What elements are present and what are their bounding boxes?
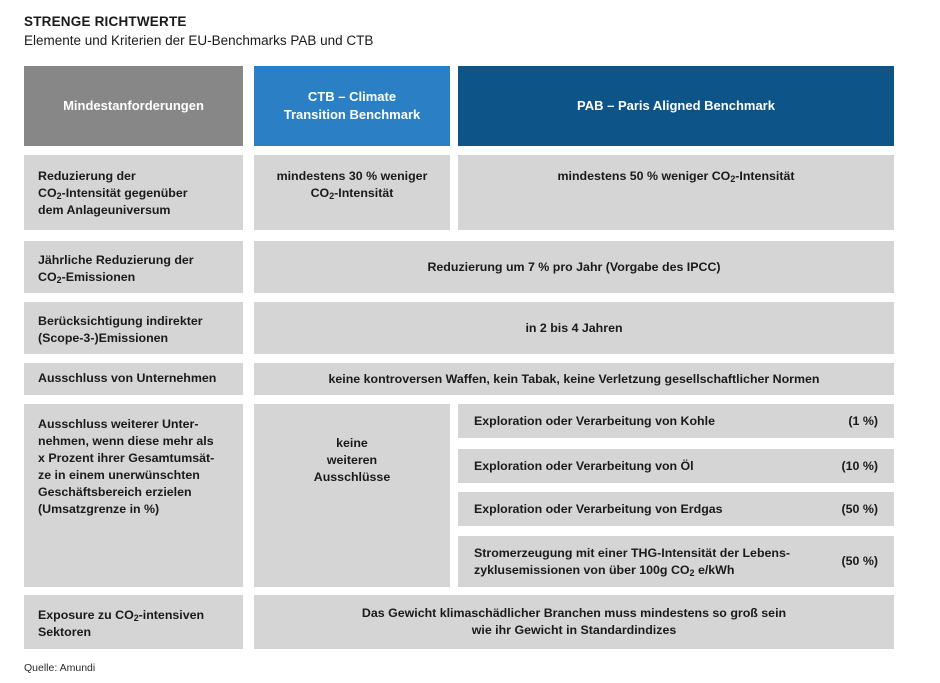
row1-pab-cell <box>458 155 894 230</box>
row1-criterion-cell <box>24 155 243 230</box>
row6-span-line1: Das Gewicht klimaschädlicher Branchen muss mindestens so groß sein <box>361 606 787 620</box>
row2-criterion-cell <box>24 241 243 293</box>
pab-exclusion-label-sub: 2 <box>689 567 695 578</box>
pab-exclusion-label: Exploration oder Verarbeitung von Erdgas <box>474 501 723 516</box>
header-label-pab: PAB – Paris Aligned Benchmark <box>577 98 775 113</box>
row1-criterion-line2b: -Intensität gegenüber <box>61 186 188 200</box>
row6-span-line2: wie ihr Gewicht in Standardindizes <box>471 623 677 637</box>
row3-criterion-text <box>38 313 203 347</box>
pab-exclusion-label: Exploration oder Verarbeitung von Kohle <box>474 413 715 428</box>
row1-criterion-text <box>38 168 188 219</box>
table-row <box>24 241 894 294</box>
row1-ctb-sub: 2 <box>329 191 335 202</box>
row6-criterion-text <box>38 607 204 641</box>
row4-criterion-text: Ausschluss von Unternehmen <box>38 370 217 385</box>
header-cell-ctb <box>254 66 450 146</box>
row1-ctb-line2b: -Intensität <box>334 186 394 200</box>
row5-ctb-text <box>314 435 390 486</box>
header-label-ctb-line1: CTB – Climate <box>307 89 397 104</box>
header-cell-criteria <box>24 66 243 146</box>
page-subtitle: Elemente und Kriterien der EU-Benchmarks PAB und CTB <box>24 33 374 48</box>
pab-exclusion-label: Exploration oder Verarbeitung von Öl <box>474 458 694 473</box>
table-row <box>24 363 894 396</box>
row2-span-text: Reduzierung um 7 % pro Jahr (Vorgabe des IPCC) <box>427 259 721 274</box>
header-label-ctb-line2: Transition Benchmark <box>283 107 421 122</box>
row2-criterion-text <box>38 252 194 286</box>
row6-criterion-line2: Sektoren <box>38 625 92 639</box>
table-header-row <box>24 66 894 146</box>
row1-criterion-line2a: CO <box>38 186 57 200</box>
row1-criterion-line1: Reduzierung der <box>38 169 136 183</box>
row5-criterion-line1: Ausschluss weiterer Unter- <box>38 417 199 431</box>
row4-criterion-cell <box>24 363 243 395</box>
row2-criterion-line1: Jährliche Reduzierung der <box>38 253 194 267</box>
table-row <box>24 302 894 355</box>
pab-exclusion-label-line2b: e/kWh <box>694 562 735 577</box>
row6-span-cell <box>254 595 894 649</box>
row2-span-cell <box>254 241 894 293</box>
row2-criterion-line2a: CO <box>38 270 57 284</box>
title-block <box>24 13 724 50</box>
row1-criterion-line3: dem Anlageuniversum <box>38 203 171 217</box>
row1-ctb-cell <box>254 155 450 230</box>
row5-ctb-cell <box>254 404 450 587</box>
pab-exclusion-item <box>458 492 894 526</box>
pab-exclusion-percent: (10 %) <box>841 458 878 473</box>
row5-ctb-line1: keine <box>336 436 368 450</box>
row3-span-text: in 2 bis 4 Jahren <box>525 320 623 335</box>
pab-exclusion-label <box>474 545 790 579</box>
row6-criterion-sub: 2 <box>133 613 139 624</box>
pab-exclusion-item <box>458 449 894 483</box>
row5-criterion-line3: x Prozent ihrer Gesamtumsät- <box>38 451 215 465</box>
row5-criterion-line5: Geschäftsbereich erzielen <box>38 485 192 499</box>
row2-criterion-line2b: -Emissionen <box>61 270 136 284</box>
header-label-criteria: Mindestanforderungen <box>63 98 204 113</box>
row5-criterion-cell <box>24 404 243 587</box>
row2-criterion-sub: 2 <box>56 275 62 286</box>
row1-ctb-text <box>277 168 428 202</box>
row1-pab-textb: -Intensität <box>735 169 795 183</box>
row4-span-cell <box>254 363 894 395</box>
pab-exclusion-percent: (1 %) <box>848 413 878 428</box>
row6-criterion-line1a: Exposure zu CO <box>38 608 134 622</box>
header-cell-pab <box>458 66 894 146</box>
row5-ctb-line3: Ausschlüsse <box>313 470 391 484</box>
row5-criterion-text <box>38 416 214 518</box>
pab-exclusion-label-line1: Stromerzeugung mit einer THG-Intensität der Lebens- <box>474 545 790 560</box>
row1-ctb-line1: mindestens 30 % weniger <box>276 169 428 183</box>
page-title: STRENGE RICHTWERTE <box>24 14 187 29</box>
pab-exclusion-item <box>458 536 894 587</box>
row1-criterion-sub: 2 <box>56 191 62 202</box>
row5-ctb-line2: weiteren <box>326 453 378 467</box>
pab-exclusion-item <box>458 404 894 438</box>
row3-criterion-line1: Berücksichtigung indirekter <box>38 314 203 328</box>
row3-span-cell <box>254 302 894 354</box>
row3-criterion-cell <box>24 302 243 354</box>
pab-exclusion-label-line2a: zyklusemissionen von über 100g CO <box>474 562 690 577</box>
benchmark-table <box>24 66 894 650</box>
row5-criterion-line6: (Umsatzgrenze in %) <box>38 502 160 516</box>
row1-pab-text <box>557 168 794 185</box>
table-row <box>24 155 894 233</box>
source-note: Quelle: Amundi <box>24 662 96 674</box>
table-row-exclusions <box>24 404 894 587</box>
row3-criterion-line2: (Scope-3-)Emissionen <box>38 331 169 345</box>
table-row <box>24 595 894 650</box>
row1-pab-sub: 2 <box>730 174 736 185</box>
row5-criterion-line4: ze in einem unerwünschten <box>38 468 200 482</box>
header-label-ctb <box>284 88 421 124</box>
row4-span-text: keine kontroversen Waffen, kein Tabak, keine Verletzung gesellschaftlicher Normen <box>328 371 820 386</box>
row5-criterion-line2: nehmen, wenn diese mehr als <box>38 434 214 448</box>
row1-pab-texta: mindestens 50 % weniger CO <box>557 169 731 183</box>
row6-criterion-cell <box>24 595 243 649</box>
pab-exclusion-percent: (50 %) <box>841 554 878 568</box>
row6-span-text <box>362 605 786 639</box>
row6-criterion-line1b: -intensiven <box>138 608 205 622</box>
pab-exclusion-percent: (50 %) <box>841 501 878 516</box>
row1-ctb-line2a: CO <box>310 186 330 200</box>
